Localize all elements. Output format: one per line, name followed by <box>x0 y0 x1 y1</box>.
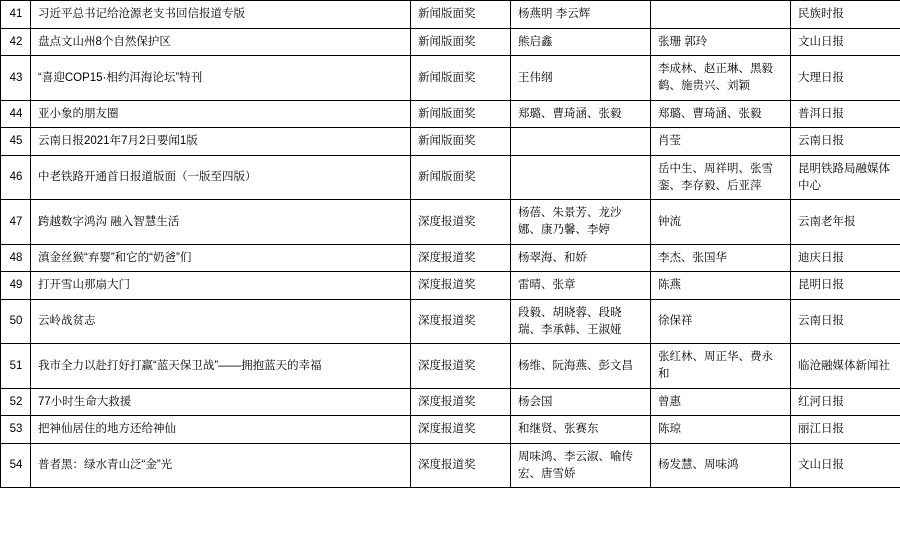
table-row <box>1 416 900 444</box>
cell-authors2: 肖莹 <box>651 128 791 156</box>
cell-unit: 大理日报 <box>791 56 900 100</box>
cell-authors2: 岳中生、周祥明、张雪銮、李存毅、后亚萍 <box>651 156 791 200</box>
cell-no: 48 <box>1 244 31 272</box>
cell-title: 跨越数字鸿沟 融入智慧生活 <box>31 200 411 244</box>
table-row <box>1 200 900 244</box>
cell-title: 云岭战贫志 <box>31 300 411 344</box>
cell-unit: 民族时报 <box>791 1 900 29</box>
cell-authors2 <box>651 1 791 29</box>
cell-no: 46 <box>1 156 31 200</box>
cell-unit: 云南老年报 <box>791 200 900 244</box>
cell-unit: 云南日报 <box>791 128 900 156</box>
cell-authors1: 熊启鑫 <box>511 28 651 56</box>
cell-authors1 <box>511 128 651 156</box>
table-row <box>1 1 900 29</box>
cell-authors1 <box>511 156 651 200</box>
cell-title: 我市全力以赴打好打赢“蓝天保卫战”——拥抱蓝天的幸福 <box>31 344 411 388</box>
cell-no: 44 <box>1 100 31 128</box>
cell-no: 52 <box>1 388 31 416</box>
table-row <box>1 156 900 200</box>
cell-unit: 丽江日报 <box>791 416 900 444</box>
table-row <box>1 272 900 300</box>
cell-authors2: 陈燕 <box>651 272 791 300</box>
cell-authors1: 杨会国 <box>511 388 651 416</box>
cell-title: 中老铁路开通首日报道版面（一版至四版） <box>31 156 411 200</box>
table-row <box>1 444 900 488</box>
cell-unit: 昆明铁路局融媒体中心 <box>791 156 900 200</box>
table-row <box>1 244 900 272</box>
cell-no: 53 <box>1 416 31 444</box>
cell-authors2: 钟流 <box>651 200 791 244</box>
cell-unit: 文山日报 <box>791 444 900 488</box>
cell-category: 深度报道奖 <box>411 200 511 244</box>
cell-no: 42 <box>1 28 31 56</box>
table-body <box>1 1 900 488</box>
cell-category: 深度报道奖 <box>411 344 511 388</box>
table-row <box>1 28 900 56</box>
cell-authors1: 杨蓓、朱景芳、龙沙娜、康乃馨、李婷 <box>511 200 651 244</box>
cell-authors1: 雷晴、张章 <box>511 272 651 300</box>
cell-category: 新闻版面奖 <box>411 128 511 156</box>
cell-category: 深度报道奖 <box>411 444 511 488</box>
cell-no: 45 <box>1 128 31 156</box>
table-row <box>1 388 900 416</box>
cell-title: “喜迎COP15·相约洱海论坛”特刊 <box>31 56 411 100</box>
cell-title: 习近平总书记给沧源老支书回信报道专版 <box>31 1 411 29</box>
cell-title: 滇金丝猴“弃婴”和它的“奶爸”们 <box>31 244 411 272</box>
cell-category: 深度报道奖 <box>411 388 511 416</box>
cell-authors1: 杨翠海、和娇 <box>511 244 651 272</box>
table-row <box>1 300 900 344</box>
cell-title: 盘点文山州8个自然保护区 <box>31 28 411 56</box>
cell-authors1: 王伟纲 <box>511 56 651 100</box>
cell-category: 新闻版面奖 <box>411 156 511 200</box>
cell-no: 51 <box>1 344 31 388</box>
cell-title: 亚小象的朋友圈 <box>31 100 411 128</box>
table-row <box>1 56 900 100</box>
cell-unit: 迪庆日报 <box>791 244 900 272</box>
cell-authors1: 郑璐、曹琦涵、张毅 <box>511 100 651 128</box>
cell-authors2: 杨发慧、周味鸿 <box>651 444 791 488</box>
cell-authors1: 杨燕明 李云辉 <box>511 1 651 29</box>
cell-category: 深度报道奖 <box>411 300 511 344</box>
cell-authors2: 李杰、张国华 <box>651 244 791 272</box>
cell-authors1: 和继贤、张赛东 <box>511 416 651 444</box>
cell-category: 新闻版面奖 <box>411 28 511 56</box>
cell-unit: 文山日报 <box>791 28 900 56</box>
cell-category: 深度报道奖 <box>411 416 511 444</box>
cell-category: 深度报道奖 <box>411 244 511 272</box>
cell-title: 把神仙居住的地方还给神仙 <box>31 416 411 444</box>
cell-title: 云南日报2021年7月2日要闻1版 <box>31 128 411 156</box>
cell-authors2: 郑璐、曹琦涵、张毅 <box>651 100 791 128</box>
cell-category: 新闻版面奖 <box>411 56 511 100</box>
cell-unit: 红河日报 <box>791 388 900 416</box>
cell-unit: 昆明日报 <box>791 272 900 300</box>
cell-category: 深度报道奖 <box>411 272 511 300</box>
cell-authors1: 周味鸿、李云淑、喻传宏、唐雪娇 <box>511 444 651 488</box>
cell-no: 50 <box>1 300 31 344</box>
cell-title: 普者黑：绿水青山泛“金”光 <box>31 444 411 488</box>
cell-authors2: 张红林、周正华、费永和 <box>651 344 791 388</box>
cell-authors2: 陈琼 <box>651 416 791 444</box>
cell-authors1: 段毅、胡晓蓉、段晓瑞、李承韩、王淑娅 <box>511 300 651 344</box>
cell-no: 41 <box>1 1 31 29</box>
cell-unit: 云南日报 <box>791 300 900 344</box>
table-row <box>1 344 900 388</box>
table-row <box>1 100 900 128</box>
cell-title: 77小时生命大救援 <box>31 388 411 416</box>
cell-unit: 临沧融媒体新闻社 <box>791 344 900 388</box>
cell-no: 49 <box>1 272 31 300</box>
cell-unit: 普洱日报 <box>791 100 900 128</box>
cell-category: 新闻版面奖 <box>411 100 511 128</box>
table-row <box>1 128 900 156</box>
cell-authors2: 曾惠 <box>651 388 791 416</box>
cell-no: 43 <box>1 56 31 100</box>
cell-no: 47 <box>1 200 31 244</box>
cell-authors2: 徐保祥 <box>651 300 791 344</box>
cell-authors2: 张珊 郭玲 <box>651 28 791 56</box>
cell-category: 新闻版面奖 <box>411 1 511 29</box>
cell-title: 打开雪山那扇大门 <box>31 272 411 300</box>
cell-no: 54 <box>1 444 31 488</box>
cell-authors2: 李成林、赵正琳、黑毅鹤、施贵兴、刘颖 <box>651 56 791 100</box>
cell-authors1: 杨维、阮海燕、彭文昌 <box>511 344 651 388</box>
